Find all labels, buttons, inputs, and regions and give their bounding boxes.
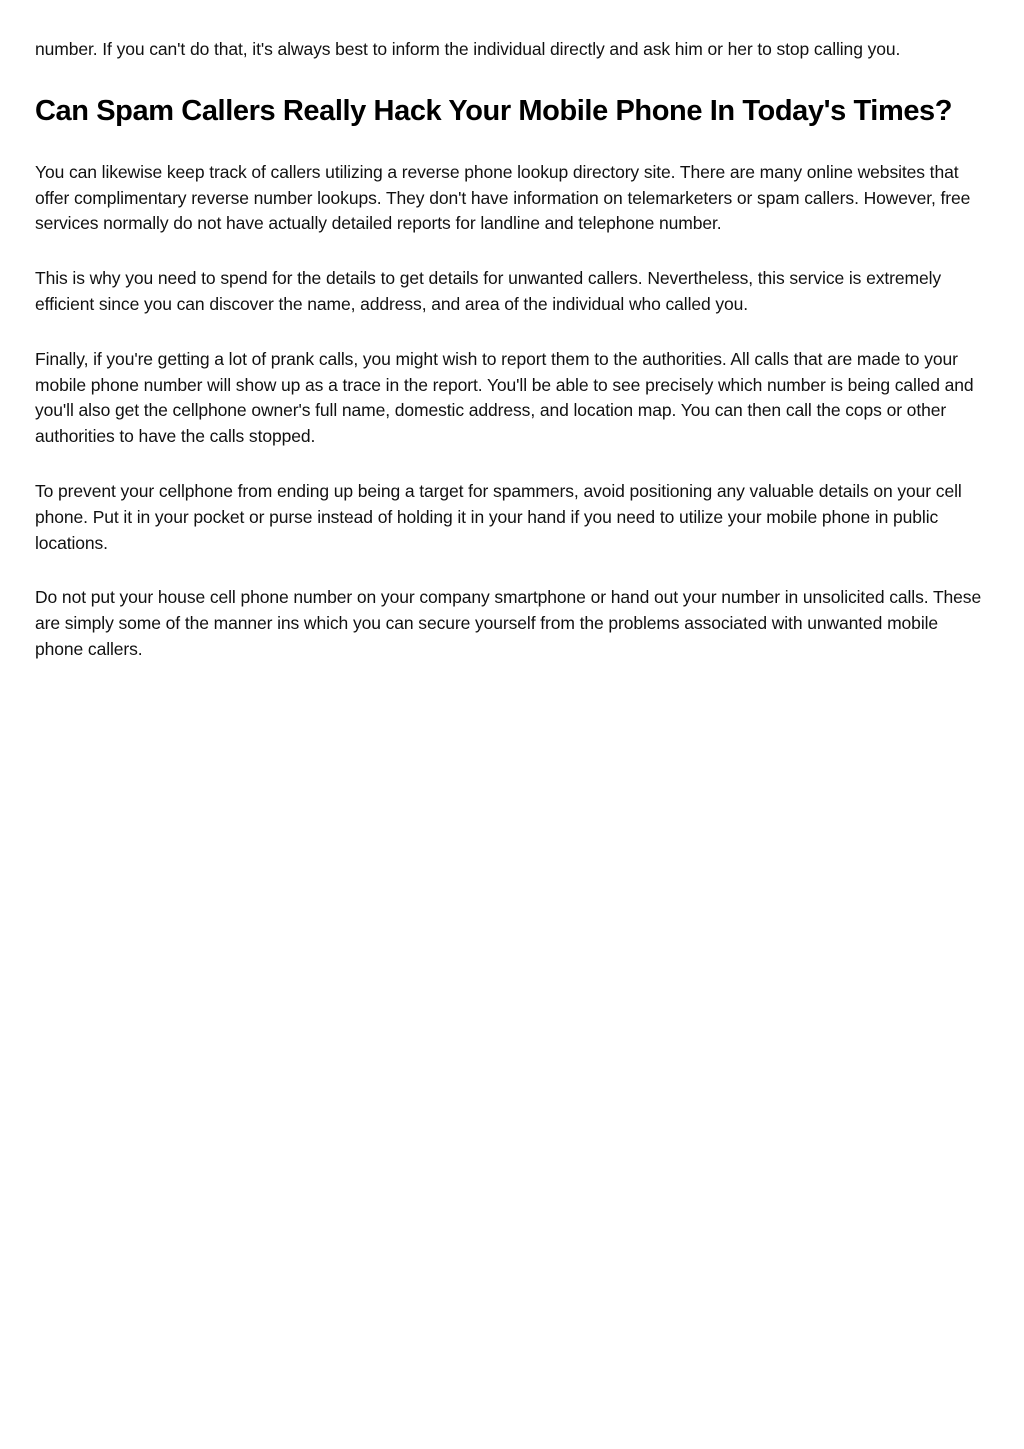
paragraph-reverse-lookup: You can likewise keep track of callers utilizing a reverse phone lookup directory site. There are many online websites that offer complimentary reverse number lookups. They don't have information on telemarketers or spam callers. However, free services normally do not have actually detailed reports for landline and telephone number. (35, 161, 971, 234)
article-body (35, 37, 990, 663)
paragraph-report-authorities: Finally, if you're getting a lot of prank calls, you might wish to report them to the authorities. All calls that are made to your mobile phone number will show up as a trace in the report. You'll be able to see precisely which number is being called and you'll also get the cellphone owner's full name, domestic address, and location map. You can then call the cops or other authorities to have the calls stopped. (35, 348, 974, 447)
section-heading: Can Spam Callers Really Hack Your Mobile Phone In Today's Times? (35, 94, 953, 127)
paragraph-house-number: Do not put your house cell phone number on your company smartphone or hand out your number in unsolicited calls. These are simply some of the manner ins which you can secure yourself from the problems associated with unwanted mobile phone callers. (35, 587, 982, 659)
paragraph-prevent-target: To prevent your cellphone from ending up being a target for spammers, avoid positioning any valuable details on your cell phone. Put it in your pocket or purse instead of holding it in your hand if you need to utilize your mobile phone in public locations. (35, 480, 962, 553)
intro-paragraph: number. If you can't do that, it's always best to inform the individual directly and ask him or her to stop calling you. (35, 39, 901, 59)
paragraph-paid-details: This is why you need to spend for the details to get details for unwanted callers. Nevertheless, this service is extremely efficient since you can discover the name, address, and area of the individual who called you. (35, 268, 942, 314)
